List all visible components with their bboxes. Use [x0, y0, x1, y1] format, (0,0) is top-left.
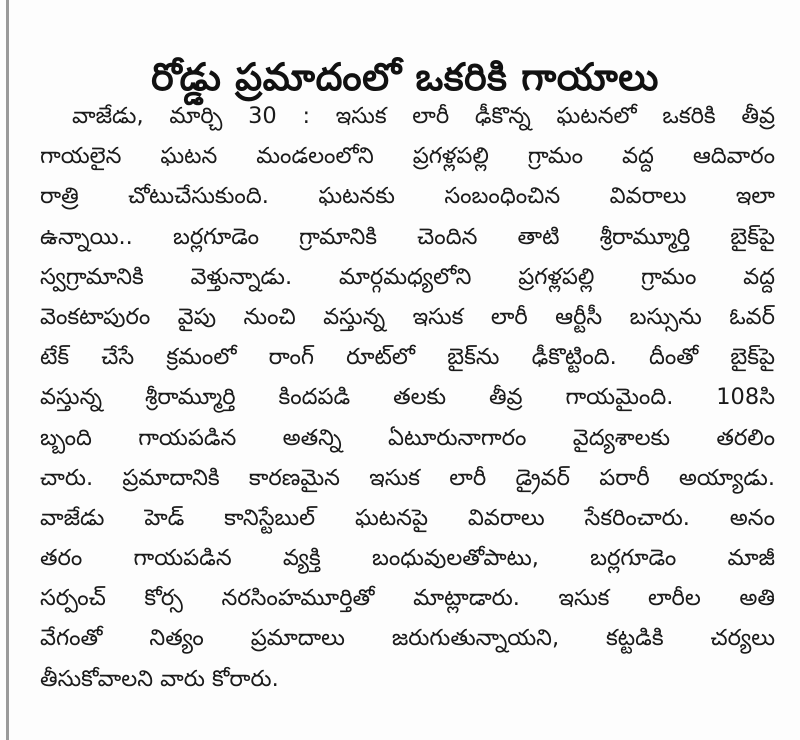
headline: రోడ్డు ప్రమాదంలో ఒకరికి గాయాలు: [151, 55, 659, 100]
article-line: తరం గాయపడిన వ్యక్తి బంధువులతోపాటు, బర్లగూడెం మాజీ: [40, 545, 775, 572]
article-line: చారు. ప్రమాదానికి కారణమైన ఇసుక లారీ డ్రైవర్ పరారీ అయ్యాడు.: [40, 464, 775, 491]
article-line: తీసుకోవాలని వారు కోరారు.: [40, 665, 279, 692]
article-line: గాయలైన ఘటన మండలంలోని ప్రగళ్లపల్లి గ్రామం వద్ద ఆదివారం: [40, 143, 775, 170]
article-line: టేక్ చేసే క్రమంలో రాంగ్ రూట్‌లో బైక్‌ను ఢీకొట్టింది. దీంతో బైక్‌పై: [40, 344, 775, 371]
article-line: వాజేడు, మార్చి 30 : ఇసుక లారీ ఢీకొన్న ఘటనలో ఒకరికి తీవ్ర: [72, 103, 775, 129]
left-border-rule: [6, 0, 9, 740]
article-line: వస్తున్న శ్రీరామ్మూర్తి కిందపడి తలకు తీవ్ర గాయమైంది. 108సి: [40, 384, 775, 411]
article-line: వాజేడు హెడ్ కానిస్టేబుల్ ఘటనపై వివరాలు సేకరించారు. అనం: [40, 504, 775, 531]
article-line: ఉన్నాయి.. బర్లగూడెం గ్రామానికి చెందిన తాటి శ్రీరామ్మూర్తి బైక్‌పై: [40, 223, 775, 250]
article-line: రాత్రి చోటుచేసుకుంది. ఘటనకు సంబంధించిన వివరాలు ఇలా: [40, 183, 775, 210]
article-line: స్వగ్రామానికి వెళ్తున్నాడు. మార్గమధ్యలోని ప్రగళ్లపల్లి గ్రామం వద్ద: [40, 263, 775, 290]
article-line: వేగంతో నిత్యం ప్రమాదాలు జరుగుతున్నాయని, కట్టడికి చర్యలు: [40, 625, 775, 652]
article-line: వెంకటాపురం వైపు నుంచి వస్తున్న ఇసుక లారీ ఆర్టీసీ బస్సును ఓవర్: [40, 303, 775, 330]
article-body: [40, 96, 775, 699]
article-line: బ్బంది గాయపడిన అతన్ని ఏటూరునాగారం వైద్యశాలకు తరలిం: [40, 424, 775, 451]
article-line: సర్పంచ్ కోర్స నరసింహమూర్తితో మాట్లాడారు. ఇసుక లారీల అతి: [40, 585, 775, 612]
